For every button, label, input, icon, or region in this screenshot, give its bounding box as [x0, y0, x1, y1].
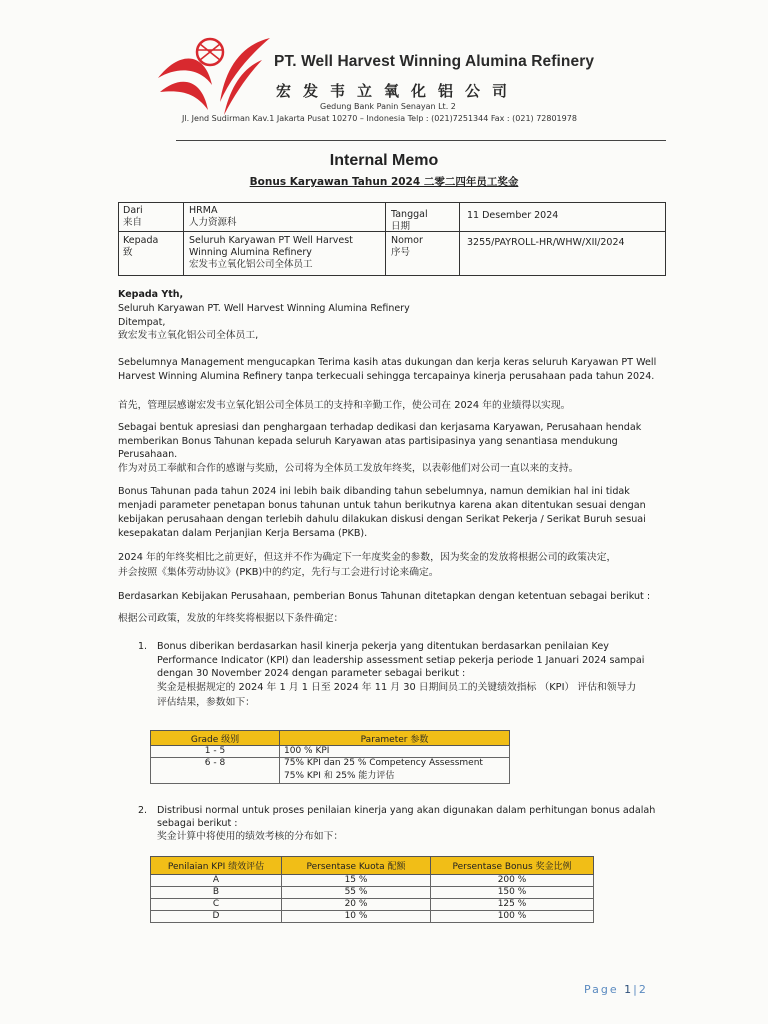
number-label-cn: 序号: [391, 247, 411, 258]
table-header-bonus: Persentase Bonus 奖金比例: [431, 857, 594, 875]
parameter-cell-cn: 75% KPI 和 25% 能力评估: [280, 769, 510, 784]
table-header-grade: Grade 级别: [151, 731, 280, 746]
greeting-line1: Kepada Yth,: [118, 289, 184, 300]
paragraph-4-cn: 根据公司政策，发放的年终奖将根据以下条件确定：: [118, 613, 344, 624]
list-item-1-line3: dengan 30 November 2024 dengan parameter sebagai berikut :: [157, 668, 466, 679]
table-header-row: [151, 731, 510, 746]
table-row: [151, 746, 510, 758]
page-total: 2: [638, 983, 648, 996]
number-value: 3255/PAYROLL-HR/WHW/XII/2024: [467, 237, 625, 248]
date-label-cn: 日期: [391, 221, 411, 232]
rating-cell: A: [151, 875, 282, 887]
bonus-cell: 150 %: [431, 887, 594, 899]
to-value-line1: Seluruh Karyawan PT Well Harvest: [189, 235, 353, 246]
list-item-2-line2: sebagai berikut :: [157, 818, 238, 829]
to-label: Kepada: [123, 235, 159, 246]
company-address-line1: Gedung Bank Panin Senayan Lt. 2: [320, 102, 456, 111]
rating-cell: B: [151, 887, 282, 899]
grade-parameter-table: [150, 730, 510, 784]
list-item-1-cn-line2: 评估结果，参数如下：: [157, 697, 255, 708]
to-label-cn: 致: [123, 247, 133, 258]
table-header-parameter: Parameter 参数: [280, 731, 510, 746]
from-label-cn: 来自: [123, 217, 143, 228]
page-separator: |: [633, 983, 639, 996]
date-label: Tanggal: [391, 209, 428, 220]
paragraph-4: Berdasarkan Kebijakan Perusahaan, pemberian Bonus Tahunan ditetapkan dengan ketentuan sebagai berikut :: [118, 591, 651, 602]
table-row: [151, 887, 594, 899]
list-item-1-line2: Performance Indicator (KPI) dan leadership assessment setiap pekerja periode 1 Januari 2024 sampai: [157, 655, 645, 666]
company-address-line2: Jl. Jend Sudirman Kav.1 Jakarta Pusat 10270 – Indonesia Telp : (021)7251344 Fax : (021) 72801978: [182, 114, 577, 123]
rating-cell: C: [151, 899, 282, 911]
table-row: [151, 911, 594, 923]
bonus-cell: 200 %: [431, 875, 594, 887]
to-value-cn: 宏发韦立氧化铝公司全体员工: [189, 259, 313, 270]
quota-cell: 10 %: [282, 911, 431, 923]
kpi-distribution-table: [150, 856, 594, 923]
table-header-quota: Persentase Kuota 配额: [282, 857, 431, 875]
list-item-2-line1: Distribusi normal untuk proses penilaian kinerja yang akan digunakan dalam perhitungan bonus adalah: [157, 805, 656, 816]
table-row: [151, 758, 510, 770]
quota-cell: 55 %: [282, 887, 431, 899]
paragraph-2-line1: Sebagai bentuk apresiasi dan penghargaan terhadap dedikasi dan kerjasama Karyawan, Perusahaan hendak: [118, 422, 642, 433]
paragraph-3-line1: Bonus Tahunan pada tahun 2024 ini lebih baik dibanding tahun sebelumnya, namun demikian hal ini tidak: [118, 486, 630, 497]
paragraph-1-line1: Sebelumnya Management mengucapkan Terima kasih atas dukungan dan kerja keras seluruh Karyawan PT Well: [118, 357, 657, 368]
paragraph-3-cn-line2: 并会按照《集体劳动协议》(PKB)中的约定，先行与工会进行讨论来确定。: [118, 567, 439, 578]
list-item-2-cn: 奖金计算中将使用的绩效考核的分布如下：: [157, 831, 344, 842]
memo-title: Internal Memo: [329, 152, 439, 169]
quota-cell: 15 %: [282, 875, 431, 887]
greeting-line3: Ditempat,: [118, 317, 166, 328]
memo-subtitle: Bonus Karyawan Tahun 2024 二零二四年员工奖金: [249, 176, 519, 188]
paragraph-1-cn: 首先，管理层感谢宏发韦立氧化铝公司全体员工的支持和辛勤工作，使公司在 2024 年的业绩得以实现。: [118, 400, 571, 411]
paragraph-2-line2: memberikan Bonus Tahunan kepada seluruh Karyawan atas partisipasinya yang senantiasa mendukung Perusahaan.: [118, 436, 618, 461]
list-item-1-cn-line1: 奖金是根据规定的 2024 年 1 月 1 日至 2024 年 11 月 30 日期间员工的关键绩效指标 （KPI） 评估和领导力: [157, 682, 637, 693]
from-label: Dari: [123, 205, 143, 216]
grade-cell: 6 - 8: [151, 758, 280, 784]
list-item-1-line1: Bonus diberikan berdasarkan hasil kinerja pekerja yang ditentukan berdasarkan penilaian Key: [157, 641, 609, 652]
quota-cell: 20 %: [282, 899, 431, 911]
paragraph-3-line3: kebijakan perusahaan dengan terlebih dahulu dilakukan diskusi dengan Serikat Pekerja / Serikat Buruh sesuai: [118, 514, 646, 525]
letterhead-divider: [176, 140, 666, 141]
table-header-row: [151, 857, 594, 875]
paragraph-3-line4: kesepakatan dalam Perjanjian Kerja Bersama (PKB).: [118, 528, 368, 539]
table-row: [151, 875, 594, 887]
from-value-cn: 人力资源科: [189, 217, 237, 228]
parameter-cell: 75% KPI dan 25 % Competency Assessment: [280, 758, 510, 770]
list-item-2-number: 2.: [138, 805, 148, 816]
paragraph-3-cn-line1: 2024 年的年终奖相比之前更好，但这并不作为确定下一年度奖金的参数，因为奖金的发放将根据公司的政策决定，: [118, 552, 617, 563]
table-header-rating: Penilaian KPI 绩效评估: [151, 857, 282, 875]
page-label: Page: [584, 983, 619, 996]
bonus-cell: 100 %: [431, 911, 594, 923]
bonus-cell: 125 %: [431, 899, 594, 911]
paragraph-2-cn: 作为对员工奉献和合作的感谢与奖励，公司将为全体员工发放年终奖，以表彰他们对公司一直以来的支持。: [118, 463, 579, 474]
parameter-cell: 100 % KPI: [280, 746, 510, 758]
greeting-line2: Seluruh Karyawan PT. Well Harvest Winning Alumina Refinery: [118, 303, 410, 314]
list-item-1-number: 1.: [138, 641, 148, 652]
number-label: Nomor: [391, 235, 423, 246]
date-value: 11 Desember 2024: [467, 210, 559, 221]
company-name-cn: 宏发韦立氧化铝公司: [276, 82, 520, 100]
rating-cell: D: [151, 911, 282, 923]
table-row: [151, 899, 594, 911]
paragraph-3-line2: menjadi parameter penetapan bonus tahunan untuk tahun berikutnya karena akan ditentukan sesuai dengan: [118, 500, 646, 511]
page-current: 1: [624, 983, 634, 996]
to-value-line2: Winning Alumina Refinery: [189, 247, 312, 258]
from-value: HRMA: [189, 205, 218, 216]
memo-header-table: [118, 202, 666, 276]
greeting-line4: 致宏发韦立氧化铝公司全体员工,: [118, 330, 259, 341]
company-name: PT. Well Harvest Winning Alumina Refinery: [274, 53, 595, 70]
paragraph-1-line2: Harvest Winning Alumina Refinery tanpa terkecuali sehingga tercapainya kinerja perusahaan pada tahun 2024.: [118, 371, 655, 382]
grade-cell: 1 - 5: [151, 746, 280, 758]
page-indicator: [584, 983, 648, 996]
company-logo: [150, 30, 280, 125]
